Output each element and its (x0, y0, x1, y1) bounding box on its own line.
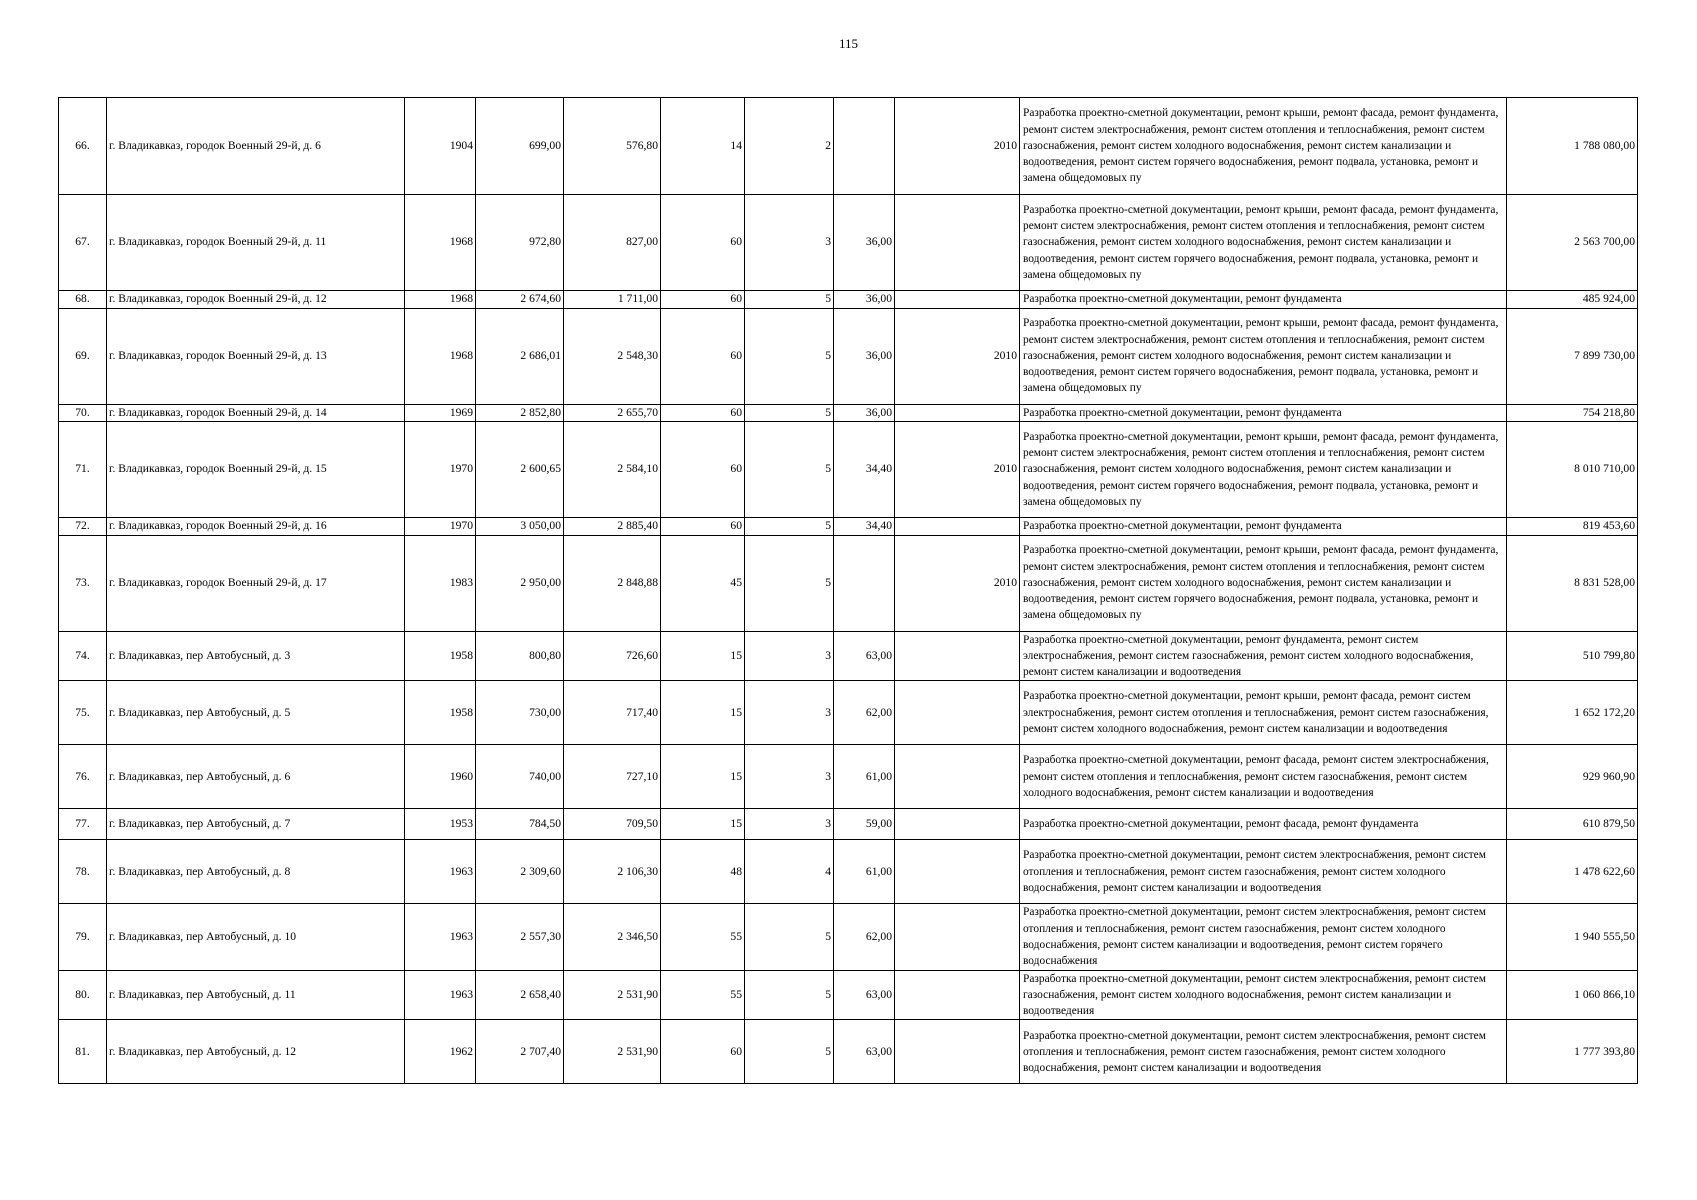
table-row (59, 308, 1638, 404)
row-number: 78. (59, 840, 107, 904)
wear-cell: 63,00 (834, 631, 895, 681)
works-cell: Разработка проектно-сметной документации, ремонт крыши, ремонт фасада, ремонт фундамента, ремонт систем электроснабжения, ремонт систем отопления и теплоснабжения, ремонт систем газоснабжения, ремонт систем холодного водоснабжения, ремонт систем канализации и водоотведения, ремонт систем горячего водоснабжения, ремонт подвала, установка, ремонт и замена общедомовых пу (1020, 535, 1507, 631)
repair-year-cell (895, 904, 1020, 970)
living-area-cell: 717,40 (564, 681, 661, 745)
residents-cell: 60 (661, 195, 745, 291)
floors-cell: 5 (745, 1020, 834, 1084)
residents-cell: 14 (661, 98, 745, 195)
floors-cell: 3 (745, 195, 834, 291)
wear-cell: 63,00 (834, 1020, 895, 1084)
repair-year-cell (895, 631, 1020, 681)
cost-cell: 819 453,60 (1507, 518, 1638, 536)
row-number: 71. (59, 422, 107, 518)
build-year-cell: 1983 (405, 535, 476, 631)
total-area-cell: 740,00 (476, 745, 564, 809)
total-area-cell: 784,50 (476, 809, 564, 840)
address-cell: г. Владикавказ, городок Военный 29-й, д. 13 (107, 308, 405, 404)
total-area-cell: 2 852,80 (476, 404, 564, 422)
total-area-cell: 3 050,00 (476, 518, 564, 536)
floors-cell: 5 (745, 535, 834, 631)
residents-cell: 60 (661, 518, 745, 536)
total-area-cell: 2 557,30 (476, 904, 564, 970)
address-cell: г. Владикавказ, пер Автобусный, д. 7 (107, 809, 405, 840)
cost-cell: 1 777 393,80 (1507, 1020, 1638, 1084)
works-cell: Разработка проектно-сметной документации, ремонт фасада, ремонт систем электроснабжения, ремонт систем отопления и теплоснабжения, ремонт систем газоснабжения, ремонт систем холодного водоснабжения, ремонт систем канализации и водоотведения (1020, 745, 1507, 809)
wear-cell: 61,00 (834, 745, 895, 809)
build-year-cell: 1958 (405, 681, 476, 745)
works-cell: Разработка проектно-сметной документации, ремонт крыши, ремонт фасада, ремонт систем электроснабжения, ремонт систем отопления и теплоснабжения, ремонт систем газоснабжения, ремонт систем холодного водоснабжения, ремонт систем канализации и водоотведения (1020, 681, 1507, 745)
address-cell: г. Владикавказ, городок Военный 29-й, д. 12 (107, 291, 405, 309)
residents-cell: 15 (661, 681, 745, 745)
cost-cell: 7 899 730,00 (1507, 308, 1638, 404)
table-row (59, 904, 1638, 970)
table-row (59, 809, 1638, 840)
residents-cell: 60 (661, 1020, 745, 1084)
living-area-cell: 2 531,90 (564, 970, 661, 1020)
repair-year-cell (895, 970, 1020, 1020)
floors-cell: 3 (745, 745, 834, 809)
living-area-cell: 2 531,90 (564, 1020, 661, 1084)
repair-year-cell: 2010 (895, 98, 1020, 195)
repair-year-cell (895, 809, 1020, 840)
build-year-cell: 1969 (405, 404, 476, 422)
cost-cell: 1 652 172,20 (1507, 681, 1638, 745)
row-number: 79. (59, 904, 107, 970)
cost-cell: 610 879,50 (1507, 809, 1638, 840)
wear-cell: 61,00 (834, 840, 895, 904)
repair-year-cell (895, 195, 1020, 291)
residents-cell: 60 (661, 404, 745, 422)
build-year-cell: 1963 (405, 840, 476, 904)
living-area-cell: 2 346,50 (564, 904, 661, 970)
table-row (59, 681, 1638, 745)
cost-cell: 1 788 080,00 (1507, 98, 1638, 195)
build-year-cell: 1968 (405, 195, 476, 291)
repair-year-cell: 2010 (895, 535, 1020, 631)
works-cell: Разработка проектно-сметной документации, ремонт фундамента (1020, 518, 1507, 536)
row-number: 81. (59, 1020, 107, 1084)
table-row (59, 745, 1638, 809)
address-cell: г. Владикавказ, пер Автобусный, д. 5 (107, 681, 405, 745)
row-number: 70. (59, 404, 107, 422)
table-row (59, 535, 1638, 631)
wear-cell: 36,00 (834, 291, 895, 309)
address-cell: г. Владикавказ, пер Автобусный, д. 10 (107, 904, 405, 970)
wear-cell: 63,00 (834, 970, 895, 1020)
works-cell: Разработка проектно-сметной документации, ремонт крыши, ремонт фасада, ремонт фундамента, ремонт систем электроснабжения, ремонт систем отопления и теплоснабжения, ремонт систем газоснабжения, ремонт систем холодного водоснабжения, ремонт систем канализации и водоотведения, ремонт систем горячего водоснабжения, ремонт подвала, установка, ремонт и замена общедомовых пу (1020, 422, 1507, 518)
total-area-cell: 699,00 (476, 98, 564, 195)
build-year-cell: 1970 (405, 518, 476, 536)
works-cell: Разработка проектно-сметной документации, ремонт фундамента (1020, 291, 1507, 309)
repair-year-cell (895, 1020, 1020, 1084)
wear-cell: 62,00 (834, 681, 895, 745)
total-area-cell: 800,80 (476, 631, 564, 681)
build-year-cell: 1963 (405, 970, 476, 1020)
floors-cell: 3 (745, 809, 834, 840)
repair-year-cell (895, 518, 1020, 536)
address-cell: г. Владикавказ, пер Автобусный, д. 12 (107, 1020, 405, 1084)
living-area-cell: 1 711,00 (564, 291, 661, 309)
residents-cell: 15 (661, 745, 745, 809)
floors-cell: 2 (745, 98, 834, 195)
wear-cell: 62,00 (834, 904, 895, 970)
cost-cell: 8 831 528,00 (1507, 535, 1638, 631)
repair-year-cell (895, 291, 1020, 309)
living-area-cell: 727,10 (564, 745, 661, 809)
total-area-cell: 2 707,40 (476, 1020, 564, 1084)
total-area-cell: 2 658,40 (476, 970, 564, 1020)
floors-cell: 5 (745, 518, 834, 536)
cost-cell: 929 960,90 (1507, 745, 1638, 809)
living-area-cell: 2 584,10 (564, 422, 661, 518)
table-row (59, 840, 1638, 904)
total-area-cell: 2 309,60 (476, 840, 564, 904)
repair-year-cell: 2010 (895, 308, 1020, 404)
build-year-cell: 1968 (405, 291, 476, 309)
row-number: 66. (59, 98, 107, 195)
build-year-cell: 1953 (405, 809, 476, 840)
residents-cell: 15 (661, 631, 745, 681)
living-area-cell: 576,80 (564, 98, 661, 195)
table-body (59, 98, 1638, 1084)
row-number: 74. (59, 631, 107, 681)
wear-cell: 59,00 (834, 809, 895, 840)
wear-cell: 36,00 (834, 308, 895, 404)
living-area-cell: 2 548,30 (564, 308, 661, 404)
repair-year-cell (895, 404, 1020, 422)
wear-cell: 34,40 (834, 422, 895, 518)
build-year-cell: 1962 (405, 1020, 476, 1084)
living-area-cell: 726,60 (564, 631, 661, 681)
living-area-cell: 2 655,70 (564, 404, 661, 422)
total-area-cell: 972,80 (476, 195, 564, 291)
repair-year-cell (895, 745, 1020, 809)
total-area-cell: 730,00 (476, 681, 564, 745)
total-area-cell: 2 950,00 (476, 535, 564, 631)
floors-cell: 5 (745, 904, 834, 970)
floors-cell: 3 (745, 631, 834, 681)
floors-cell: 5 (745, 308, 834, 404)
row-number: 67. (59, 195, 107, 291)
living-area-cell: 2 885,40 (564, 518, 661, 536)
row-number: 76. (59, 745, 107, 809)
works-cell: Разработка проектно-сметной документации, ремонт крыши, ремонт фасада, ремонт фундамента, ремонт систем электроснабжения, ремонт систем отопления и теплоснабжения, ремонт систем газоснабжения, ремонт систем холодного водоснабжения, ремонт систем канализации и водоотведения, ремонт систем горячего водоснабжения, ремонт подвала, установка, ремонт и замена общедомовых пу (1020, 98, 1507, 195)
row-number: 77. (59, 809, 107, 840)
works-cell: Разработка проектно-сметной документации, ремонт фундамента, ремонт систем электроснабжения, ремонт систем газоснабжения, ремонт систем холодного водоснабжения, ремонт систем канализации и водоотведения (1020, 631, 1507, 681)
floors-cell: 5 (745, 422, 834, 518)
works-cell: Разработка проектно-сметной документации, ремонт систем электроснабжения, ремонт систем отопления и теплоснабжения, ремонт систем газоснабжения, ремонт систем холодного водоснабжения, ремонт систем канализации и водоотведения (1020, 1020, 1507, 1084)
works-cell: Разработка проектно-сметной документации, ремонт крыши, ремонт фасада, ремонт фундамента, ремонт систем электроснабжения, ремонт систем отопления и теплоснабжения, ремонт систем газоснабжения, ремонт систем холодного водоснабжения, ремонт систем канализации и водоотведения, ремонт систем горячего водоснабжения, ремонт подвала, установка, ремонт и замена общедомовых пу (1020, 308, 1507, 404)
works-cell: Разработка проектно-сметной документации, ремонт систем электроснабжения, ремонт систем отопления и теплоснабжения, ремонт систем газоснабжения, ремонт систем холодного водоснабжения, ремонт систем канализации и водоотведения (1020, 840, 1507, 904)
wear-cell (834, 535, 895, 631)
floors-cell: 5 (745, 970, 834, 1020)
repair-year-cell (895, 681, 1020, 745)
wear-cell: 36,00 (834, 195, 895, 291)
repair-year-cell: 2010 (895, 422, 1020, 518)
table-row (59, 970, 1638, 1020)
cost-cell: 1 478 622,60 (1507, 840, 1638, 904)
cost-cell: 754 218,80 (1507, 404, 1638, 422)
table-row (59, 631, 1638, 681)
table-row (59, 518, 1638, 536)
works-cell: Разработка проектно-сметной документации, ремонт систем электроснабжения, ремонт систем газоснабжения, ремонт систем холодного водоснабжения, ремонт систем канализации и водоотведения (1020, 970, 1507, 1020)
row-number: 73. (59, 535, 107, 631)
total-area-cell: 2 686,01 (476, 308, 564, 404)
living-area-cell: 2 106,30 (564, 840, 661, 904)
table-row (59, 98, 1638, 195)
address-cell: г. Владикавказ, пер Автобусный, д. 8 (107, 840, 405, 904)
page-number: 115 (838, 36, 859, 51)
build-year-cell: 1968 (405, 308, 476, 404)
floors-cell: 3 (745, 681, 834, 745)
address-cell: г. Владикавказ, городок Военный 29-й, д. 6 (107, 98, 405, 195)
wear-cell: 34,40 (834, 518, 895, 536)
address-cell: г. Владикавказ, городок Военный 29-й, д. 17 (107, 535, 405, 631)
build-year-cell: 1960 (405, 745, 476, 809)
cost-cell: 1 940 555,50 (1507, 904, 1638, 970)
address-cell: г. Владикавказ, городок Военный 29-й, д. 14 (107, 404, 405, 422)
table-row (59, 422, 1638, 518)
wear-cell: 36,00 (834, 404, 895, 422)
residents-cell: 55 (661, 904, 745, 970)
living-area-cell: 827,00 (564, 195, 661, 291)
build-year-cell: 1904 (405, 98, 476, 195)
row-number: 72. (59, 518, 107, 536)
address-cell: г. Владикавказ, пер Автобусный, д. 3 (107, 631, 405, 681)
cost-cell: 1 060 866,10 (1507, 970, 1638, 1020)
wear-cell (834, 98, 895, 195)
works-cell: Разработка проектно-сметной документации, ремонт систем электроснабжения, ремонт систем отопления и теплоснабжения, ремонт систем газоснабжения, ремонт систем холодного водоснабжения, ремонт систем канализации и водоотведения, ремонт систем горячего водоснабжения (1020, 904, 1507, 970)
cost-cell: 485 924,00 (1507, 291, 1638, 309)
build-year-cell: 1970 (405, 422, 476, 518)
row-number: 80. (59, 970, 107, 1020)
table-row (59, 1020, 1638, 1084)
build-year-cell: 1958 (405, 631, 476, 681)
build-year-cell: 1963 (405, 904, 476, 970)
address-cell: г. Владикавказ, городок Военный 29-й, д. 15 (107, 422, 405, 518)
residents-cell: 45 (661, 535, 745, 631)
cost-cell: 8 010 710,00 (1507, 422, 1638, 518)
table-row (59, 404, 1638, 422)
address-cell: г. Владикавказ, пер Автобусный, д. 11 (107, 970, 405, 1020)
works-cell: Разработка проектно-сметной документации, ремонт крыши, ремонт фасада, ремонт фундамента, ремонт систем электроснабжения, ремонт систем отопления и теплоснабжения, ремонт систем газоснабжения, ремонт систем холодного водоснабжения, ремонт систем канализации и водоотведения, ремонт систем горячего водоснабжения, ремонт подвала, установка, ремонт и замена общедомовых пу (1020, 195, 1507, 291)
total-area-cell: 2 600,65 (476, 422, 564, 518)
address-cell: г. Владикавказ, городок Военный 29-й, д. 16 (107, 518, 405, 536)
address-cell: г. Владикавказ, пер Автобусный, д. 6 (107, 745, 405, 809)
cost-cell: 510 799,80 (1507, 631, 1638, 681)
residents-cell: 60 (661, 422, 745, 518)
table-row (59, 195, 1638, 291)
floors-cell: 4 (745, 840, 834, 904)
floors-cell: 5 (745, 404, 834, 422)
residents-cell: 60 (661, 308, 745, 404)
works-cell: Разработка проектно-сметной документации, ремонт фасада, ремонт фундамента (1020, 809, 1507, 840)
row-number: 75. (59, 681, 107, 745)
works-cell: Разработка проектно-сметной документации, ремонт фундамента (1020, 404, 1507, 422)
row-number: 68. (59, 291, 107, 309)
housing-repair-table (58, 97, 1638, 1084)
living-area-cell: 2 848,88 (564, 535, 661, 631)
floors-cell: 5 (745, 291, 834, 309)
residents-cell: 48 (661, 840, 745, 904)
table-row (59, 291, 1638, 309)
total-area-cell: 2 674,60 (476, 291, 564, 309)
residents-cell: 55 (661, 970, 745, 1020)
cost-cell: 2 563 700,00 (1507, 195, 1638, 291)
residents-cell: 15 (661, 809, 745, 840)
row-number: 69. (59, 308, 107, 404)
living-area-cell: 709,50 (564, 809, 661, 840)
repair-year-cell (895, 840, 1020, 904)
address-cell: г. Владикавказ, городок Военный 29-й, д. 11 (107, 195, 405, 291)
residents-cell: 60 (661, 291, 745, 309)
